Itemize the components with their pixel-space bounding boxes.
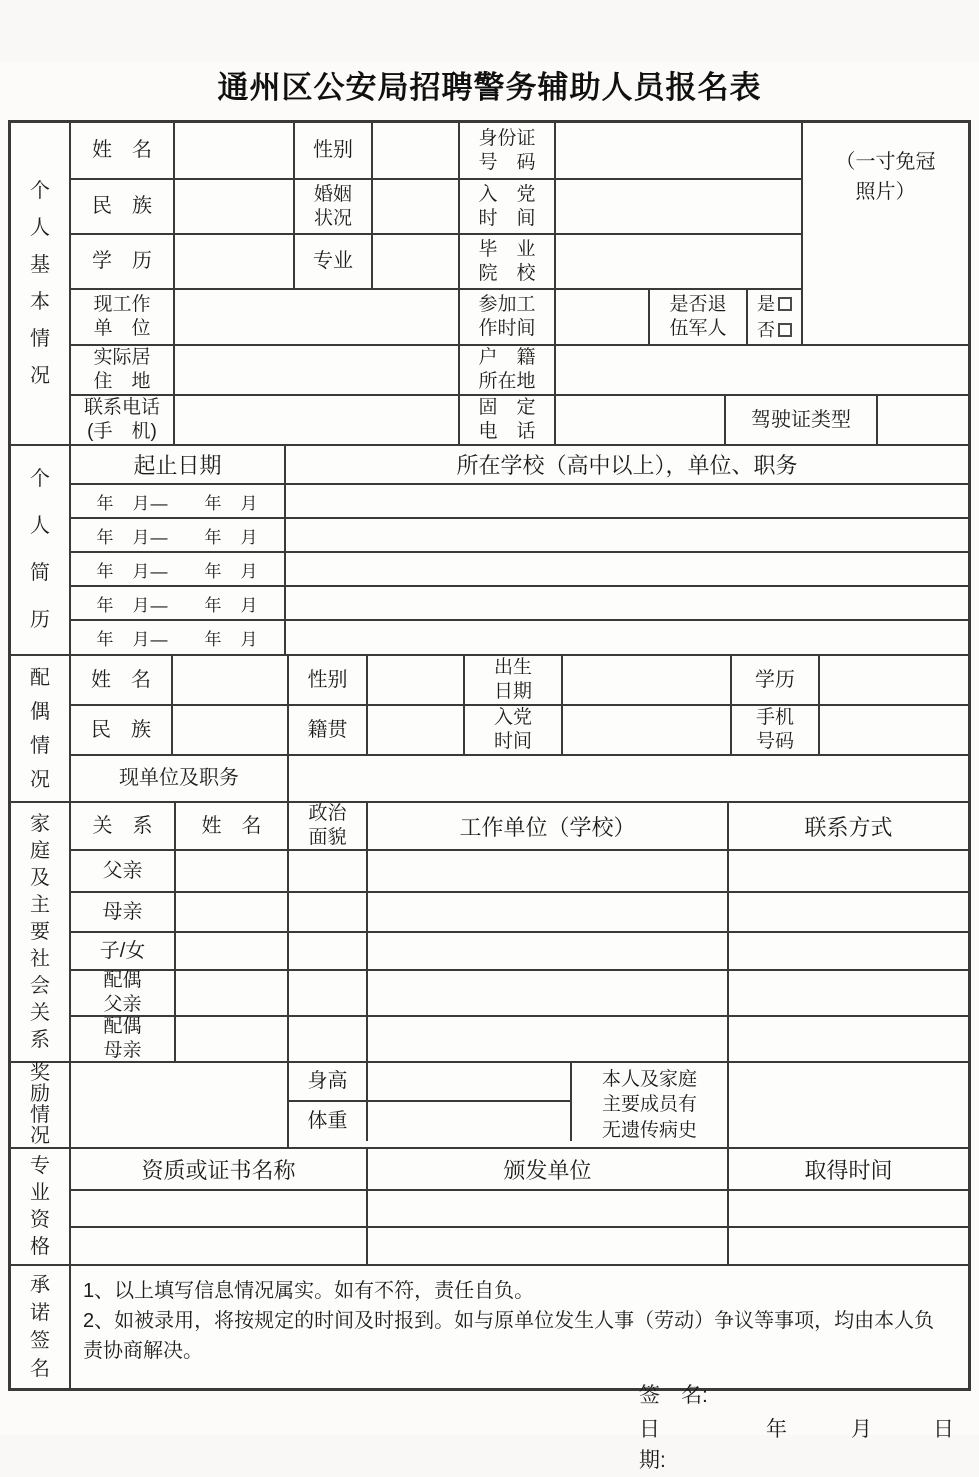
spouse-birth-value-cell [563, 656, 732, 704]
family-spouse-father-label: 配偶 父亲 [71, 971, 176, 1015]
family-child-name-cell [176, 933, 289, 969]
family-spouse-mother-unit-cell [368, 1017, 729, 1061]
spouse-ethnicity-value-cell [173, 706, 289, 754]
spouse-party-time-label: 入党 时间 [465, 706, 563, 754]
section-spouse-side-label: 配 偶 情 况 [11, 656, 71, 801]
spouse-unit-position-label: 现单位及职务 [71, 756, 289, 801]
ethnicity-label: 民 族 [71, 180, 175, 233]
section-resume-body [71, 446, 968, 654]
section-basic-side-label: 个 人 基 本 情 况 [11, 123, 71, 444]
education-label: 学 历 [71, 235, 175, 288]
name-label: 姓 名 [71, 123, 175, 178]
gender-value-cell [373, 123, 460, 178]
hukou-label: 户 籍 所在地 [460, 346, 556, 394]
family-father-contact-cell [729, 851, 968, 891]
family-political-header: 政治 面貌 [289, 803, 368, 849]
application-form-page [0, 62, 979, 1472]
veteran-yes-checkbox [778, 297, 792, 311]
date-day-label: 日 [933, 1417, 954, 1441]
ethnicity-value-cell [175, 180, 295, 233]
family-row-spouse-father [71, 971, 968, 1017]
family-mother-contact-cell [729, 893, 968, 931]
weight-label: 体重 [289, 1102, 368, 1141]
family-spouse-mother-contact-cell [729, 1017, 968, 1061]
name-value-cell [175, 123, 295, 178]
family-child-political-cell [289, 933, 368, 969]
section-awards-body [71, 1063, 968, 1147]
spouse-row-2 [71, 706, 968, 756]
acquired-time-cell-1 [729, 1191, 968, 1226]
section-basic-info [11, 123, 968, 446]
height-label: 身高 [289, 1063, 368, 1100]
section-family-side-label: 家 庭 及 主 要 社 会 关 系 [11, 803, 71, 1061]
family-row-child [71, 933, 968, 971]
section-spouse [11, 656, 968, 803]
issuer-cell-2 [368, 1228, 729, 1264]
date-month-label: 月 [851, 1417, 872, 1441]
photo-note: （一寸免冠 照片） [835, 151, 936, 203]
resume-detail-1 [286, 485, 968, 517]
family-relation-header: 关 系 [71, 803, 176, 849]
family-spouse-father-contact-cell [729, 971, 968, 1015]
row-workunit-veteran [71, 290, 803, 346]
section-commitment [11, 1266, 968, 1472]
commitment-line-1: 1、以上填写信息情况属实。如有不符，责任自负。 [83, 1280, 535, 1302]
mobile-phone-value-cell [175, 396, 460, 444]
family-name-header: 姓 名 [176, 803, 289, 849]
family-spouse-mother-name-cell [176, 1017, 289, 1061]
commitment-line-2: 2、如被录用，将按规定的时间及时报到。如与原单位发生人事（劳动）争议等事项，均由本人负责协商解决。 [83, 1310, 935, 1362]
resume-date-5: 年 月— 年 月 [71, 621, 286, 654]
veteran-no-line [757, 317, 792, 343]
family-mother-political-cell [289, 893, 368, 931]
weight-value-cell [368, 1102, 572, 1141]
resume-row-1 [71, 485, 968, 519]
certificate-name-header: 资质或证书名称 [71, 1149, 368, 1189]
spouse-birth-label: 出生 日期 [465, 656, 563, 704]
spouse-name-label: 姓 名 [71, 656, 173, 704]
section-family-body [71, 803, 968, 1061]
section-qualification [11, 1149, 968, 1266]
resume-detail-4 [286, 587, 968, 619]
height-value-cell [368, 1063, 572, 1100]
family-unit-header: 工作单位（学校） [368, 803, 729, 849]
current-work-unit-label: 现工作 单 位 [71, 290, 175, 344]
qualification-header-row [71, 1149, 968, 1191]
section-resume-side-label: 个 人 简 历 [11, 446, 71, 654]
education-value-cell [175, 235, 295, 288]
form-title: 通州区公安局招聘警务辅助人员报名表 [217, 70, 762, 105]
spouse-party-time-value-cell [563, 706, 732, 754]
landline-value-cell [556, 396, 726, 444]
row-education-major-school [71, 235, 803, 290]
family-spouse-father-unit-cell [368, 971, 729, 1015]
signature-label: 签 名: [639, 1384, 708, 1407]
resume-header-row [71, 446, 968, 485]
resume-row-3 [71, 553, 968, 587]
section-qualification-body [71, 1149, 968, 1264]
resume-date-header: 起止日期 [71, 446, 286, 483]
row-ethnicity-marital-party [71, 180, 803, 235]
driver-license-label: 驾驶证类型 [726, 396, 878, 444]
certificate-name-cell-2 [71, 1228, 368, 1264]
marital-status-label: 婚姻 状况 [295, 180, 373, 233]
spouse-gender-value-cell [368, 656, 465, 704]
family-child-unit-cell [368, 933, 729, 969]
acquired-time-header: 取得时间 [804, 1157, 893, 1183]
section-qualification-side-label: 专 业 资 格 [11, 1149, 71, 1264]
spouse-name-value-cell [173, 656, 289, 704]
certificate-name-cell-1 [71, 1191, 368, 1226]
spouse-gender-label: 性别 [289, 656, 368, 704]
height-weight-column [289, 1063, 572, 1147]
family-spouse-mother-label: 配偶 母亲 [71, 1017, 176, 1061]
veteran-yes-label: 是 [757, 293, 775, 314]
major-label: 专业 [295, 235, 373, 288]
issuer-header: 颁发单位 [368, 1149, 729, 1189]
section-awards-side-label: 奖 励 情 况 [11, 1063, 71, 1147]
weight-row [289, 1102, 572, 1141]
photo-placeholder-cell [803, 123, 968, 346]
veteran-label: 是否退 伍军人 [650, 290, 748, 344]
application-form-table [8, 120, 971, 1472]
section-commitment-body [71, 1266, 968, 1472]
section-basic-body [71, 123, 968, 444]
id-number-label: 身份证 号 码 [460, 123, 556, 178]
spouse-mobile-label: 手机 号码 [732, 706, 820, 754]
veteran-no-label: 否 [757, 320, 775, 340]
party-join-time-label: 入 党 时 间 [460, 180, 556, 233]
date-row [639, 1414, 954, 1477]
issuer-cell-1 [368, 1191, 729, 1226]
current-work-unit-value-cell [175, 290, 460, 344]
awards-value-cell [71, 1063, 289, 1147]
row-phone-license [71, 396, 968, 444]
date-year-label: 年 [766, 1417, 787, 1441]
veteran-checkboxes [757, 291, 792, 343]
genetic-history-label: 本人及家庭 主要成员有 无遗传病史 [572, 1063, 729, 1147]
section-resume [11, 446, 968, 656]
resume-date-3: 年 月— 年 月 [71, 553, 286, 585]
resume-detail-2 [286, 519, 968, 551]
family-row-mother [71, 893, 968, 933]
family-child-label: 子/女 [71, 933, 176, 969]
marital-status-value-cell [373, 180, 460, 233]
landline-label: 固 定 电 话 [460, 396, 556, 444]
acquired-time-cell-2 [729, 1228, 968, 1264]
id-number-value-cell [556, 123, 803, 178]
graduation-school-value-cell [556, 235, 803, 288]
veteran-yes-line [757, 291, 792, 317]
spouse-row-1 [71, 656, 968, 706]
spouse-unit-position-value-cell [289, 756, 968, 801]
resume-row-4 [71, 587, 968, 621]
resume-detail-3 [286, 553, 968, 585]
qualification-row-2 [71, 1228, 968, 1264]
veteran-checkbox-cell [748, 290, 803, 344]
veteran-no-checkbox [778, 323, 792, 337]
work-start-time-label: 参加工 作时间 [460, 290, 556, 344]
spouse-mobile-value-cell [820, 706, 968, 754]
spouse-education-value-cell [820, 656, 968, 704]
graduation-school-label: 毕 业 院 校 [460, 235, 556, 288]
family-father-unit-cell [368, 851, 729, 891]
row-name-gender-id [71, 123, 803, 180]
family-father-name-cell [176, 851, 289, 891]
residence-value-cell [175, 346, 460, 394]
family-row-spouse-mother [71, 1017, 968, 1061]
major-value-cell [373, 235, 460, 288]
resume-row-2 [71, 519, 968, 553]
hukou-value-cell [556, 346, 968, 394]
family-spouse-father-political-cell [289, 971, 368, 1015]
family-spouse-father-name-cell [176, 971, 289, 1015]
spouse-education-label: 学历 [732, 656, 820, 704]
date-label: 日 期: [639, 1417, 681, 1472]
section-commitment-side-label: 承 诺 签 名 [11, 1266, 71, 1388]
signature-row [639, 1380, 954, 1412]
family-child-contact-cell [729, 933, 968, 969]
section-family [11, 803, 968, 1063]
family-row-father [71, 851, 968, 893]
work-start-time-value-cell [556, 290, 650, 344]
family-father-label: 父亲 [71, 851, 176, 891]
family-father-political-cell [289, 851, 368, 891]
qualification-row-1 [71, 1191, 968, 1228]
section-spouse-body [71, 656, 968, 801]
spouse-ethnicity-label: 民 族 [71, 706, 173, 754]
spouse-native-place-value-cell [368, 706, 465, 754]
resume-date-2: 年 月— 年 月 [71, 519, 286, 551]
residence-label: 实际居 住 地 [71, 346, 175, 394]
spouse-native-place-label: 籍贯 [289, 706, 368, 754]
genetic-history-value-cell [729, 1063, 968, 1147]
family-mother-name-cell [176, 893, 289, 931]
party-join-time-value-cell [556, 180, 803, 233]
resume-date-4: 年 月— 年 月 [71, 587, 286, 619]
spouse-row-3 [71, 756, 968, 801]
family-contact-header: 联系方式 [804, 814, 893, 840]
resume-detail-header: 所在学校（高中以上），单位、职务 [456, 453, 798, 478]
family-mother-label: 母亲 [71, 893, 176, 931]
signature-block [83, 1380, 954, 1477]
family-mother-unit-cell [368, 893, 729, 931]
mobile-phone-label: 联系电话 (手 机) [71, 396, 175, 444]
resume-date-1: 年 月— 年 月 [71, 485, 286, 517]
section-awards [11, 1063, 968, 1149]
family-spouse-mother-political-cell [289, 1017, 368, 1061]
family-header-row [71, 803, 968, 851]
driver-license-value-cell [878, 396, 968, 444]
gender-label: 性别 [295, 123, 373, 178]
row-residence-hukou [71, 346, 968, 396]
height-row [289, 1063, 572, 1102]
resume-row-5 [71, 621, 968, 654]
resume-detail-5 [286, 621, 968, 654]
